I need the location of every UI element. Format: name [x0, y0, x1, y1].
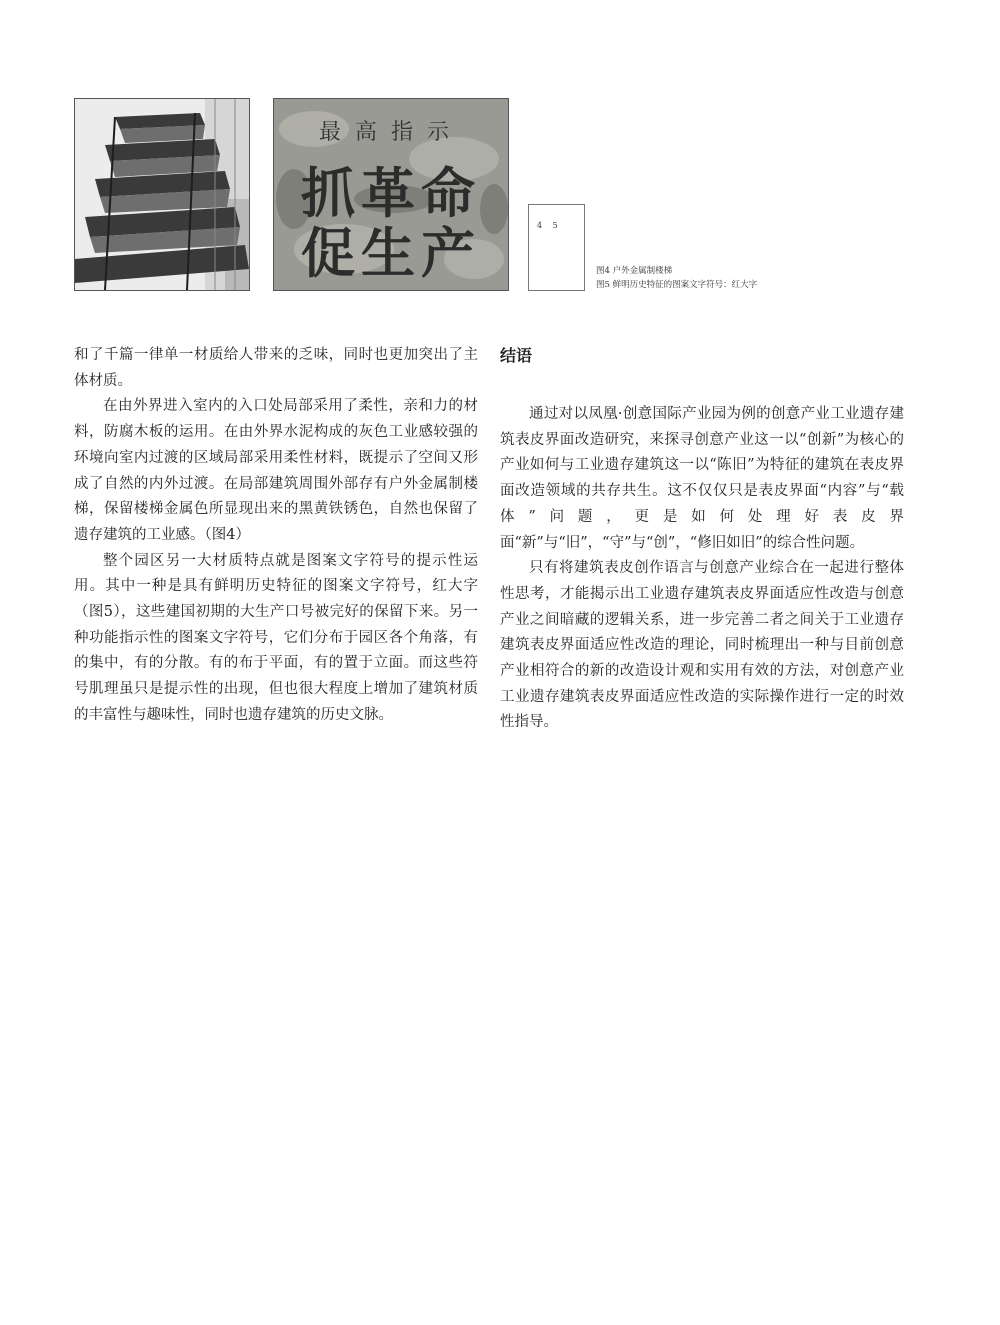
left-text-column [74, 343, 478, 729]
slogan-top-text: 最高指示 [318, 120, 463, 145]
left-paragraph-1: 和了千篇一律单一材质给人带来的乏味，同时也更加突出了主体材质。 [74, 347, 478, 389]
figure-4-staircase-photo [74, 98, 250, 291]
right-text-column [500, 343, 904, 736]
right-paragraph-1: 通过对以凤凰·创意国际产业园为例的创意产业工业遗存建筑表皮界面改造研究，来探寻创意产业这一以“创新”为核心的产业如何与工业遗存建筑这一以“陈旧”为特征的建筑在表皮界面改造领域的共存共生。这不仅仅只是表皮界面“内容”与“载体”问题，更是如何处理好表皮界面“新”与“旧”，“守”与“创”，“修旧如旧”的综合性问题。 [500, 406, 904, 551]
slogan-bottom-text: 促生产 [301, 221, 481, 285]
staircase-illustration [75, 99, 249, 290]
figure-5-slogan-wall-photo [273, 98, 509, 291]
caption-figure-5: 图5 鲜明历史特征的图案文字符号：红大字 [596, 280, 758, 290]
left-paragraph-2: 在由外界进入室内的入口处局部采用了柔性，亲和力的材料，防腐木板的运用。在由外界水泥构成的灰色工业感较强的环境向室内过渡的区域局部采用柔性材料，既提示了空间又形成了自然的内外过渡。在局部建筑周围外部存有户外金属制楼梯，保留楼梯金属色所显现出来的黑黄铁锈色，自然也保留了遗存建筑的工业感。（图4） [74, 398, 478, 543]
left-paragraph-3: 整个园区另一大材质特点就是图案文字符号的提示性运用。其中一种是具有鲜明历史特征的图案文字符号，红大字（图5），这些建国初期的大生产口号被完好的保留下来。另一种功能指示性的图案文字符号，它们分布于园区各个角落，有的集中，有的分散。有的布于平面，有的置于立面。而这些符号肌理虽只是提示性的出现，但也很大程度上增加了建筑材质的丰富性与趣味性，同时也遗存建筑的历史文脉。 [74, 552, 478, 723]
caption-figure-4: 图4 户外金属制楼梯 [596, 266, 673, 276]
slogan-middle-text: 抓革命 [301, 161, 481, 225]
right-paragraph-2: 只有将建筑表皮创作语言与创意产业综合在一起进行整体性思考，才能揭示出工业遗存建筑表皮界面适应性改造与创意产业之间暗藏的逻辑关系，进一步完善二者之间关于工业遗存建筑表皮界面适应性改造的理论，同时梳理出一种与目前创意产业相符合的新的改造设计观和实用有效的方法，对创意产业工业遗存建筑表皮界面适应性改造的实际操作进行一定的时效性指导。 [500, 560, 904, 731]
figure-key-numbers: 4 5 [537, 221, 562, 230]
conclusion-heading: 结语 [500, 346, 533, 365]
figure-layout-key [528, 204, 585, 291]
figure-captions [596, 264, 757, 292]
